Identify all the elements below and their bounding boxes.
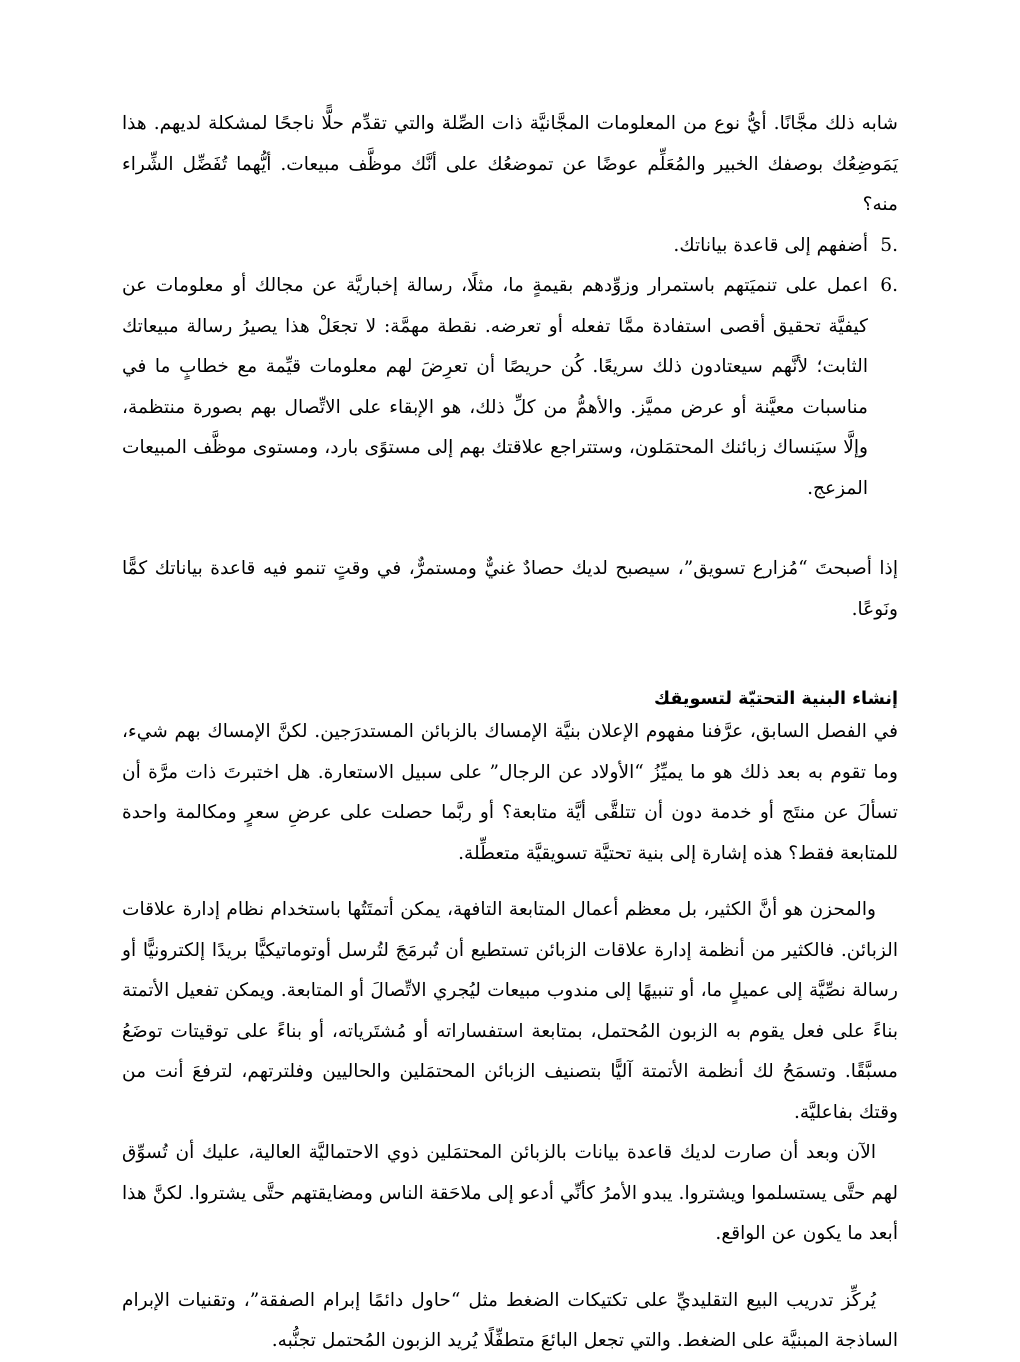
numbered-list bbox=[122, 226, 898, 510]
body-paragraph-3: الآن وبعد أن صارت لديك قاعدة بيانات بالزبائن المحتمَلين ذوي الاحتماليَّة العالية، عليك أن تُسوِّق لهم حتَّى يستسلموا ويشتروا. يبدو الأمرُ كأنِّي أدعو إلى ملاحَقة الناس ومضايقتهم حتَّى يشتروا. لكنَّ هذا أبعد ما يكون عن الواقع. bbox=[122, 1142, 898, 1244]
list-item-text: أضفهم إلى قاعدة بياناتك. bbox=[673, 234, 868, 256]
spacer bbox=[122, 874, 898, 890]
body-paragraph-4: يُركِّز تدريب البيع التقليديِّ على تكتيكات الضغط مثل “حاول دائمًا إبرام الصفقة”، وتقنيات الإبرام الساذجة المبنيَّة على الضغط. والتي تجعل البائعَ متطفِّلًا يُريد الزبون المُحتمل تجنُّبه. bbox=[122, 1289, 898, 1351]
list-item bbox=[122, 266, 898, 509]
closing-paragraph: إذا أصبحتَ “مُزارع تسويق”، سيصبح لديك حصادٌ غنيٌّ ومستمرٌّ، في وقتٍ تنمو فيه قاعدة بياناتك كمًّا ونَوعًا. bbox=[122, 558, 898, 620]
body-paragraph-2: والمحزن هو أنَّ الكثير، بل معظم أعمال المتابعة التافهة، يمكن أتمتَتُها باستخدام نظام إدارة علاقات الزبائن. فالكثير من أنظمة إدارة علاقات الزبائن تستطيع أن تُبرمَجَ لتُرسل أوتوماتيكيًّا بريدًا إلكترونيًّا أو رسالة نصِّيَّة إلى عميلٍ ما، أو تنبيهًا إلى مندوب مبيعات ليُجري الاتِّصالَ أو المتابعة. ويمكن تفعيل الأتمتة بناءً على فعل يقوم به الزبون المُحتمل، بمتابعة استفساراته أو مُشتَرياته، أو بناءً على توقيتات توضَعُ مسبَّقًا. وتسمَحُ لك أنظمة الأتمتة آليًّا بتصنيف الزبائن المحتمَلين والحاليين وفلترتهم، لترفعَ أنت من وقتك بفاعليَّة. bbox=[122, 899, 898, 1123]
list-item-number: 6. bbox=[880, 275, 898, 296]
page-text-column bbox=[122, 104, 898, 1362]
spacer bbox=[122, 1255, 898, 1281]
list-item-text: اعمل على تنميَتهم باستمرار وزوِّدهم بقيمةٍ ما، مثلًا، رسالة إخباريَّة عن مجالك أو معلومات عن كيفيَّة تحقيق أقصى استفادة ممَّا تفعله أو تعرضه. نقطة مهمَّة: لا تجعَلْ هذا يصيرُ رسالة مبيعاتك الثابت؛ لأنَّهم سيعتادون ذلك سريعًا. كُن حريصًا أن تعرِضَ لهم معلومات قيِّمة مع خطابٍ ما في مناسبات معيَّنة أو عرض مميَّز. والأهمُّ من كلِّ ذلك، هو الإبقاء على الاتِّصال بهم بصورة منتظمة، وإلَّا سيَنساك زبائنك المحتمَلون، وستتراجع علاقتك بهم إلى مستوًى بارد، ومستوى موظَّف المبيعات المزعج. bbox=[122, 275, 868, 499]
body-paragraph-1: في الفصل السابق، عرَّفنا مفهوم الإعلان بنيَّة الإمساك بالزبائن المستدرَجين. لكنَّ الإمساك بهم شيء، وما تقوم به بعد ذلك هو ما يميِّزُ “الأولاد عن الرجال” على سبيل الاستعارة. هل اختبرتَ ذات مرَّة أن تسألَ عن منتَج أو خدمة دون أن تتلقَّى أيَّة متابعة؟ أو ربَّما حصلت على عرضِ سعرٍ ومكالمة واحدة للمتابعة فقط؟ هذه إشارة إلى بنية تحتيَّة تسويقيَّة متعطِّلة. bbox=[122, 721, 898, 864]
list-item-number: 5. bbox=[880, 234, 898, 256]
spacer bbox=[122, 509, 898, 549]
intro-paragraph: شابه ذلك مجَّانًا. أيُّ نوع من المعلومات المجَّانيَّة ذات الصِّلة والتي تقدِّم حلًّا ناجحًا لمشكلة لديهم. هذا يَمَوضِعُك بوصفك الخبير والمُعَلِّم عوضًا عن تموضعُك على أنَّك موظَّف مبيعات. أيُّهما تُفَضِّل الشِّراء منه؟ bbox=[122, 113, 898, 215]
list-item bbox=[122, 226, 898, 267]
spacer bbox=[122, 630, 898, 686]
section-heading: إنشاء البنية التحتيّة لتسويقك bbox=[654, 689, 898, 709]
